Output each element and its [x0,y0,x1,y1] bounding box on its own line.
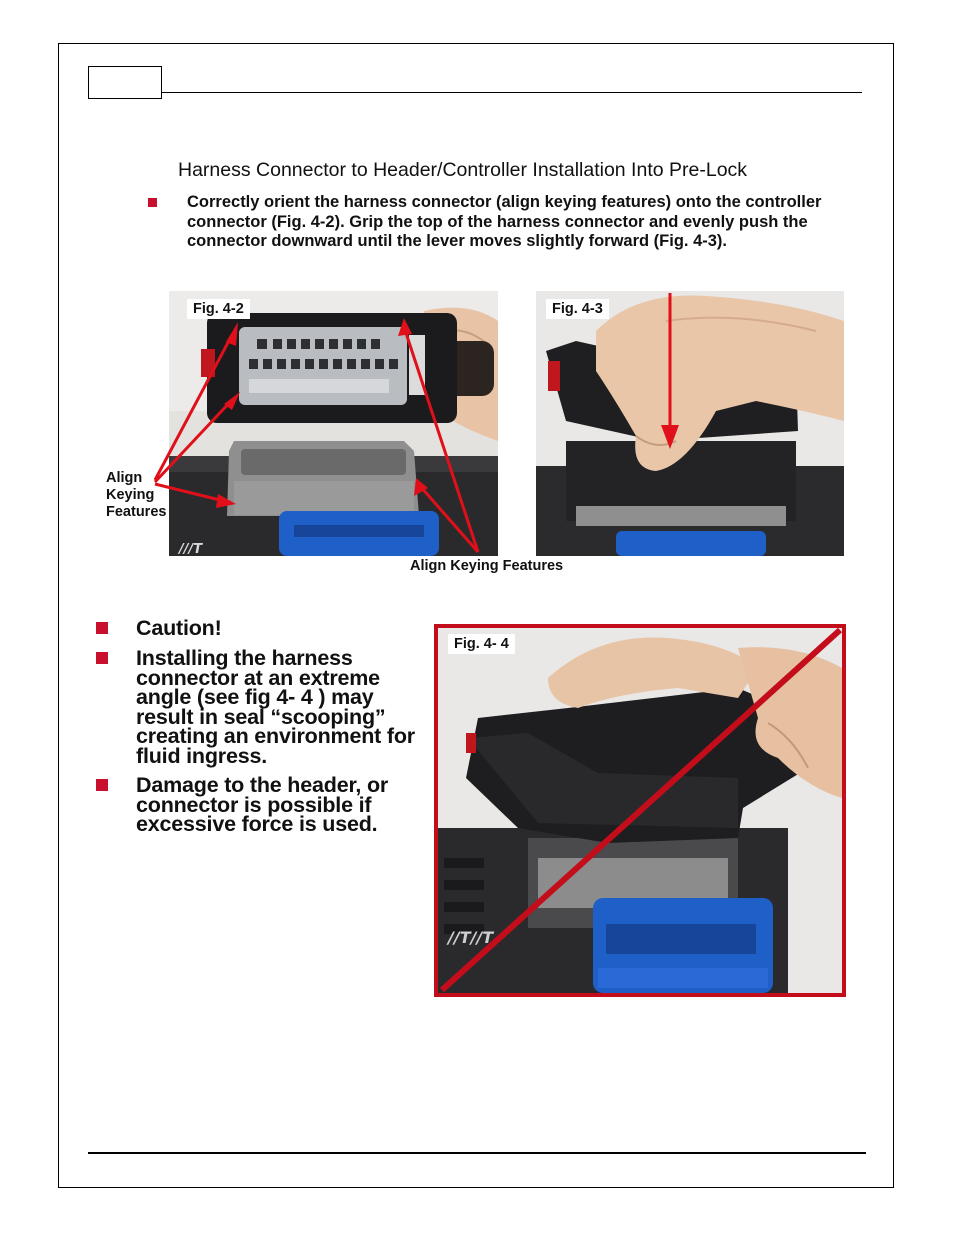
fig-4-2-label: Fig. 4-2 [187,299,250,319]
section-title: Harness Connector to Header/Controller Installation Into Pre-Lock [178,159,748,181]
fig-4-4-label: Fig. 4- 4 [448,634,515,654]
caution-heading: Caution! [136,616,222,640]
fig-4-4-frame [434,624,846,997]
fig-4-4-illustration [438,628,842,993]
callout-line-1: Align [106,470,143,486]
callout-line-3: Features [106,504,167,520]
callout-align-keying-bottom: Align Keying Features [410,558,564,574]
intro-paragraph: Correctly orient the harness connector (align keying features) onto the controller connector (Fig. 4-2). Grip the top of the harness connector and evenly push the connector downward until the lever moves slightly forward (Fig. 4-3). [187,193,822,250]
caution-item-2: Damage to the header, or connector is possible if excessive force is used. [136,773,389,836]
bullet-icon [96,622,108,634]
callout-line-2: Keying [106,487,155,503]
caution-item-1: Installing the harness connector at an extreme angle (see fig 4- 4 ) may result in seal “scooping” creating an environment for fluid ingress. [136,646,415,768]
bullet-icon [96,779,108,791]
svg-text://T//T: //T//T [448,928,494,947]
bullet-icon [96,652,108,664]
fig-4-3-label: Fig. 4-3 [546,299,609,319]
svg-text:///T: ///T [179,542,203,556]
callout-align-keying-left [106,470,166,521]
